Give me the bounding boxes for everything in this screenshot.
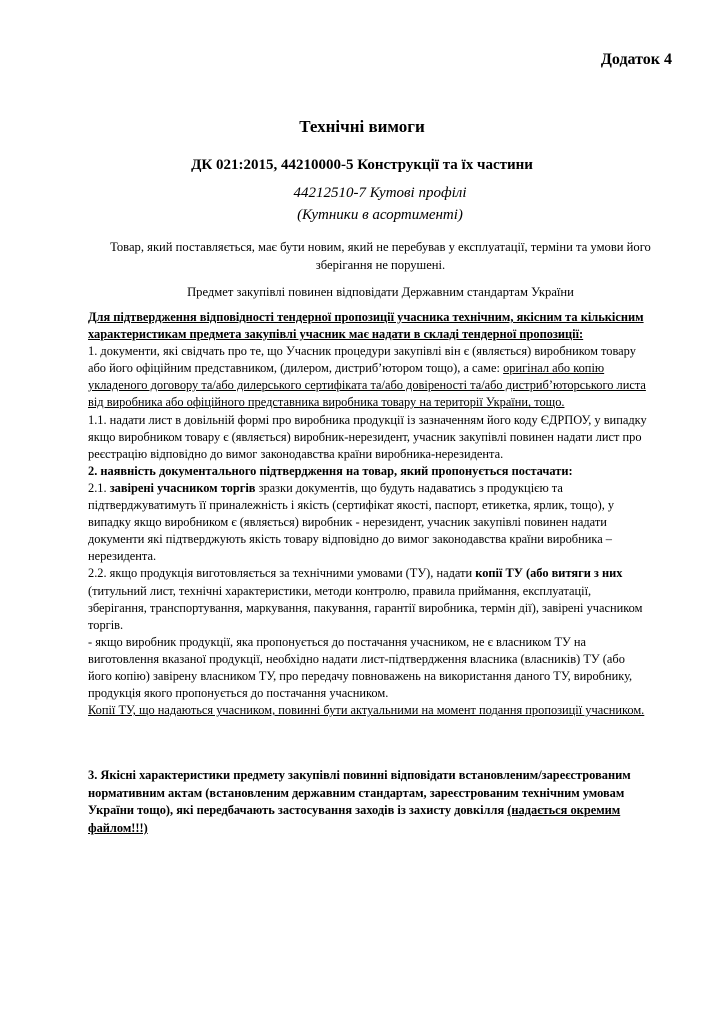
requirement-2-4: Копії ТУ, що надаються учасником, повинні бути актуальними на момент подання пропозиції учасником. bbox=[88, 703, 645, 718]
requirements-section bbox=[88, 309, 648, 719]
section-3-paragraph bbox=[88, 767, 648, 837]
appendix-label: Додаток 4 bbox=[600, 51, 672, 68]
standard-paragraph: Предмет закупівлі повинен відповідати Державним стандартам України bbox=[187, 285, 574, 299]
requirement-2-2 bbox=[88, 565, 648, 633]
requirement-1-1: 1.1. надати лист в довільній формі про виробника продукції із зазначенням його коду ЄДРПОУ, у випадку якщо виробником товару є (являється) виробник-нерезидент, учасник закупівлі повинен надати лист про реєстрацію відповідно до вимог законодавства країни виробника-нерезидента. bbox=[88, 412, 647, 461]
requirement-2-1 bbox=[88, 480, 648, 565]
item-code-line: 44212510-7 Кутові профілі bbox=[293, 185, 467, 201]
requirement-2-2-start: 2.2. якщо продукція виготовляється за технічними умовами (ТУ), надати bbox=[88, 566, 476, 581]
requirements-heading: Для підтвердження відповідності тендерної пропозиції учасника технічним, якісним та кількісним характеристикам предмета закупівлі учасник має надати в складі тендерної пропозиції: bbox=[88, 310, 644, 342]
requirement-2-3: - якщо виробник продукції, яка пропонується до постачання учасником, не є власником ТУ на виготовлення вказаної продукції, необхідно надати лист-підтвердження власника (власників) ТУ (або його копію) завірену власником ТУ, про передачу повноважень на використання даного ТУ, виробнику, продукція якого пропонується до постачання учасником. bbox=[88, 634, 633, 701]
requirement-2-1-rest: зразки документів, що будуть надаватись з продукцією та підтверджуватимуть її приналежність і якість (сертифікат якості, паспорт, етикетка, ярлик, тощо), у випадку якщо виробником є (являється) виробник - нерезидент, учасник закупівлі повинен надати документи які підтверджують якість товару відповідно до вимог законодавства країни виробника – нерезидента. bbox=[88, 480, 615, 564]
intro-paragraph: Товар, який поставляється, має бути новим, який не перебував у експлуатації, терміни та умови його зберігання не порушені. bbox=[110, 240, 651, 272]
requirement-1 bbox=[88, 343, 648, 411]
requirement-2-2-bold: копії ТУ (або витяги з них bbox=[475, 566, 623, 581]
requirement-2-1-prefix: 2.1. bbox=[88, 480, 110, 495]
requirement-2-1-bold: завірені учасником торгів bbox=[109, 480, 256, 495]
requirement-2-2-rest: (титульний лист, технічні характеристики, методи контролю, правила приймання, експлуатації, зберігання, транспортування, маркування, пакування, гарантії виробника, термін дії), завірені учасником торгів. bbox=[88, 583, 643, 632]
section-3 bbox=[88, 767, 648, 837]
requirement-1-underlined: оригінал або копію укладеного договору та/або дилерського сертифіката та/або довіреності та/або дистриб’юторського листа від виробника або офіційного представника виробника товару на території України, тощо. bbox=[88, 361, 646, 410]
requirement-2-heading: 2. наявність документального підтвердження на товар, який пропонується постачати: bbox=[88, 463, 573, 478]
requirement-1-text: 1. документи, які свідчать про те, що Учасник процедури закупівлі він є (являється) виробником товару або його офіційним представником, (дилером, дистриб’ютором тощо), а саме: bbox=[88, 344, 636, 376]
page-title: Технічні вимоги bbox=[299, 117, 425, 136]
section-3-text: 3. Якісні характеристики предмету закупівлі повинні відповідати встановленим/зареєстрованим нормативним актам (встановленим державним стандартам, зареєстрованим технічним умовам України тощо), які передбачають застосування заходів із захисту довкілля bbox=[88, 768, 631, 818]
section-3-underlined: (надається окремим файлом!!!) bbox=[88, 803, 621, 835]
page-subtitle: ДК 021:2015, 44210000-5 Конструкції та їх частини bbox=[191, 157, 533, 173]
item-note-line: (Кутники в асортименті) bbox=[297, 207, 463, 223]
